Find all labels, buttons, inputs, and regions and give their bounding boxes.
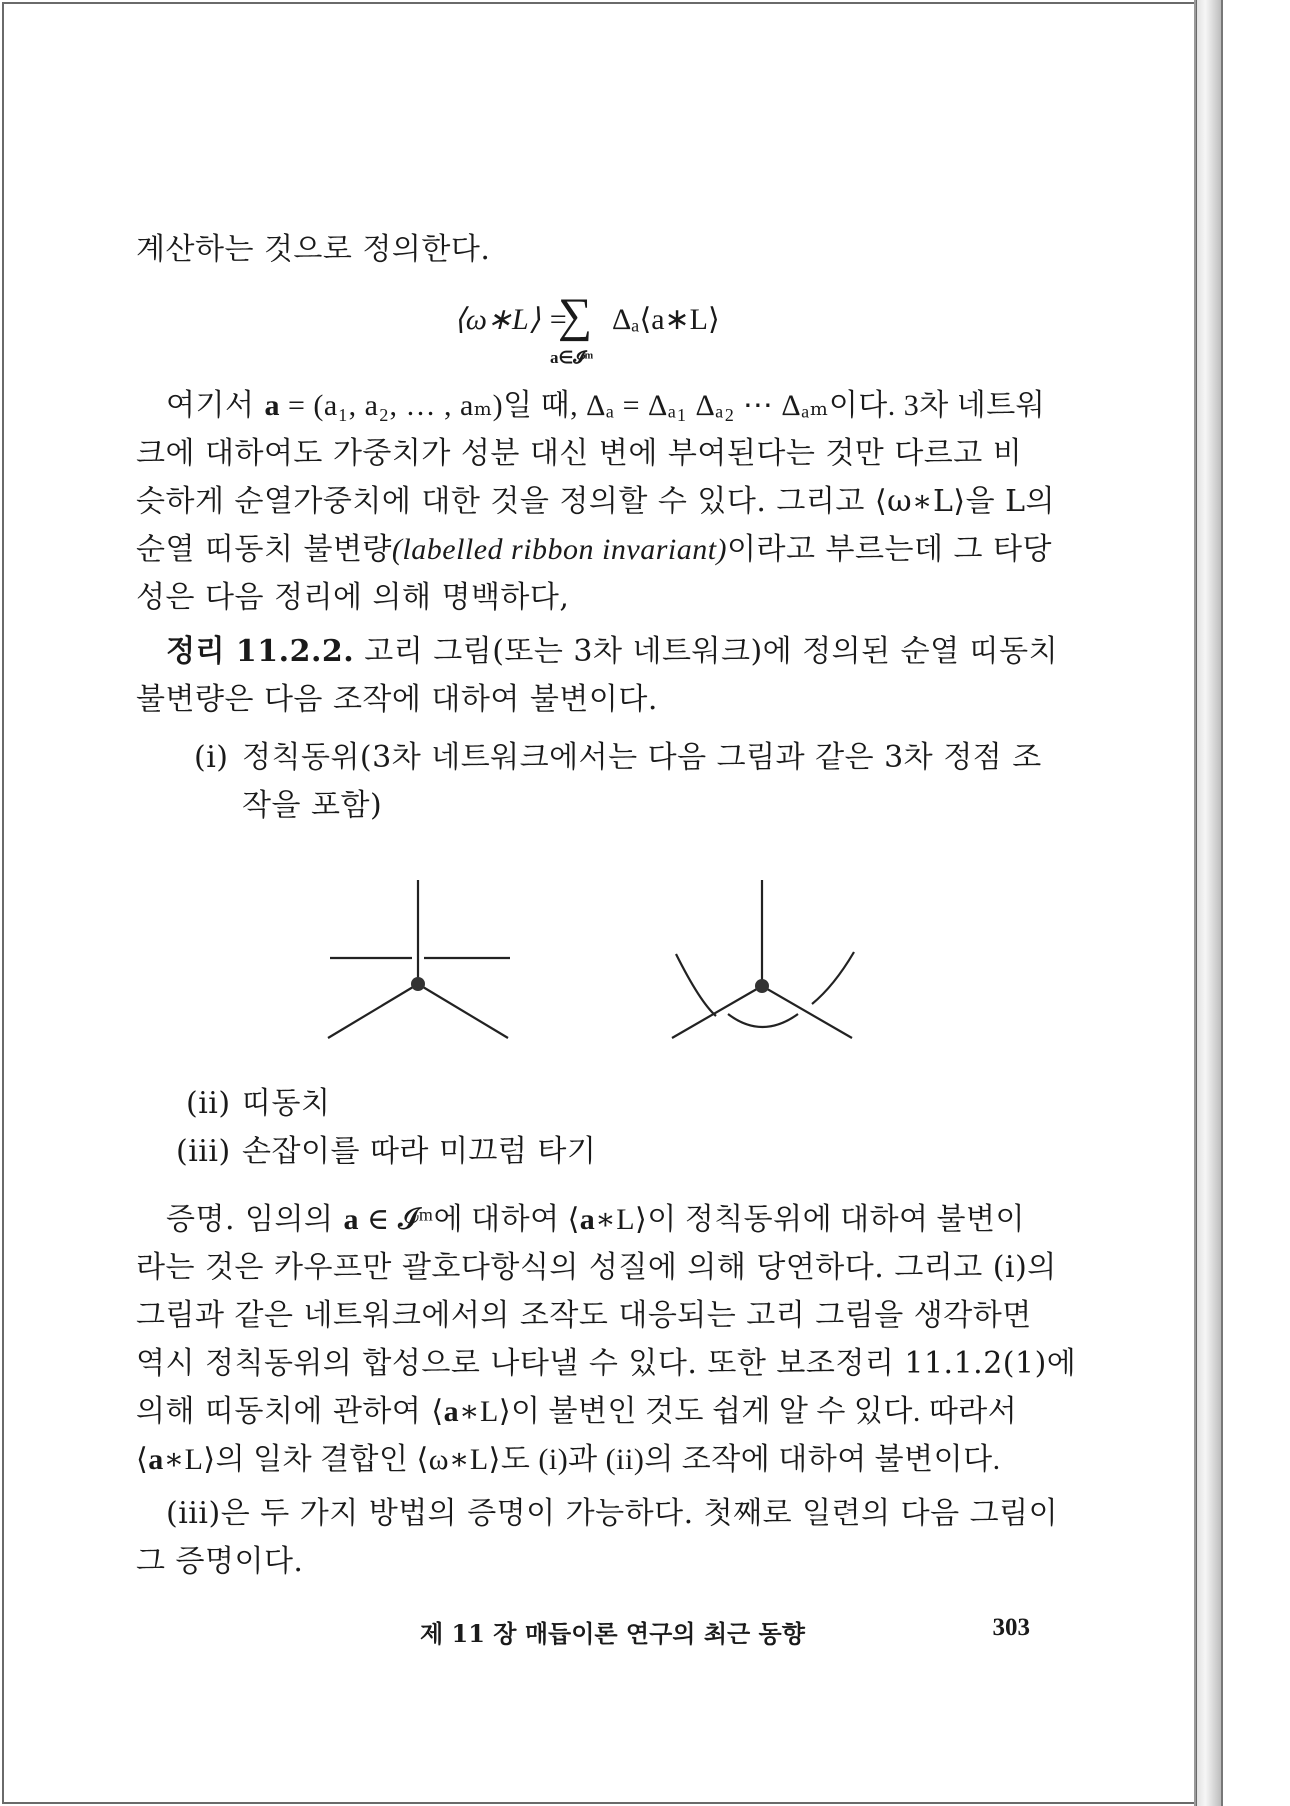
vertex-figure-left: [320, 876, 520, 1046]
vertex-left-edge-right: [418, 984, 508, 1038]
vertex-right-edge-right: [762, 986, 852, 1038]
item-iii-number: (iii): [176, 1134, 231, 1169]
item-i-line2: 작을 포함): [242, 788, 383, 823]
proof-line3: 그림과 같은 네트워크에서의 조작도 대응되는 고리 그림을 생각하면: [136, 1298, 1032, 1333]
proof-line7: (iii)은 두 가지 방법의 증명이 가능하다. 첫째로 일련의 다음 그림이: [166, 1496, 1059, 1531]
proof-line1: 증명. 임의의 a ∈ 𝓘ᵐ에 대하여 ⟨a∗L⟩이 정칙동위에 대하여 불변이: [166, 1202, 1025, 1237]
vertex-right-edge-left: [672, 986, 762, 1038]
proof-line5: 의해 띠동치에 관하여 ⟨a∗L⟩이 불변인 것도 쉽게 알 수 있다. 따라서: [136, 1394, 1018, 1429]
formula-subscript: a∈𝓘ᵐ: [550, 348, 594, 367]
item-ii-text: 띠동치: [242, 1086, 331, 1121]
item-iii-text: 손잡이를 따라 미끄럼 타기: [242, 1134, 597, 1169]
proof-line2: 라는 것은 카우프만 괄호다항식의 성질에 의해 당연하다. 그리고 (i)의: [136, 1250, 1057, 1285]
proof-line8: 그 증명이다.: [136, 1544, 304, 1579]
para1-line4: 순열 띠동치 불변량(labelled ribbon invariant)이라고 부르는데 그 타당: [136, 532, 1052, 567]
para1-line2: 크에 대하여도 가중치가 성분 대신 변에 부여된다는 것만 다르고 비: [136, 436, 1023, 471]
vertex-right-strand-left: [676, 954, 716, 1016]
theorem-label: 정리 11.2.2.: [166, 634, 355, 669]
item-ii-number: (ii): [186, 1086, 231, 1121]
vertex-left-edge-left: [328, 984, 418, 1038]
formula-lhs: ⟨ω∗L⟩ =: [454, 303, 569, 336]
theorem-line1: 정리 11.2.2. 고리 그림(또는 3차 네트워크)에 정의된 순열 띠동치: [166, 634, 1059, 669]
proof-line4: 역시 정칙동위의 합성으로 나타낼 수 있다. 또한 보조정리 11.1.2(1)에: [136, 1346, 1077, 1381]
footer-page-number: 303: [992, 1614, 1030, 1641]
footer-chapter: 제 11 장 매듭이론 연구의 최근 동향: [420, 1619, 805, 1648]
vertex-figure-right: [670, 876, 870, 1046]
vertex-left-dot: [411, 977, 425, 991]
sum-formula: [454, 289, 784, 367]
page-edge: [1196, 0, 1223, 1806]
intro-line: 계산하는 것으로 정의한다.: [136, 232, 491, 267]
vertex-right-strand-middle: [728, 1014, 798, 1027]
proof-line6: ⟨a∗L⟩의 일차 결합인 ⟨ω∗L⟩도 (i)과 (ii)의 조작에 대하여 불변이다.: [136, 1443, 1001, 1476]
para1-line5: 성은 다음 정리에 의해 명백하다,: [136, 580, 570, 615]
item-i-number: (i): [194, 740, 229, 775]
formula-sigma: ∑: [558, 289, 593, 342]
vertex-right-strand-right: [812, 952, 854, 1004]
formula-rhs: Δₐ⟨a∗L⟩: [612, 303, 720, 336]
vertex-right-dot: [755, 979, 769, 993]
page-footer: [420, 1614, 1030, 1649]
item-i-line1: 정칙동위(3차 네트워크에서는 다음 그림과 같은 3차 정점 조: [242, 740, 1042, 775]
para1-line3: 슷하게 순열가중치에 대한 것을 정의할 수 있다. 그리고 ⟨ω∗L⟩을 L의: [136, 484, 1055, 519]
para1-line1: 여기서 a = (a₁, a₂, … , aₘ)일 때, Δₐ = Δₐ₁ Δₐ₂ ⋯ Δₐₘ이다. 3차 네트워: [166, 388, 1046, 423]
theorem-line2: 불변량은 다음 조작에 대하여 불변이다.: [136, 682, 658, 717]
